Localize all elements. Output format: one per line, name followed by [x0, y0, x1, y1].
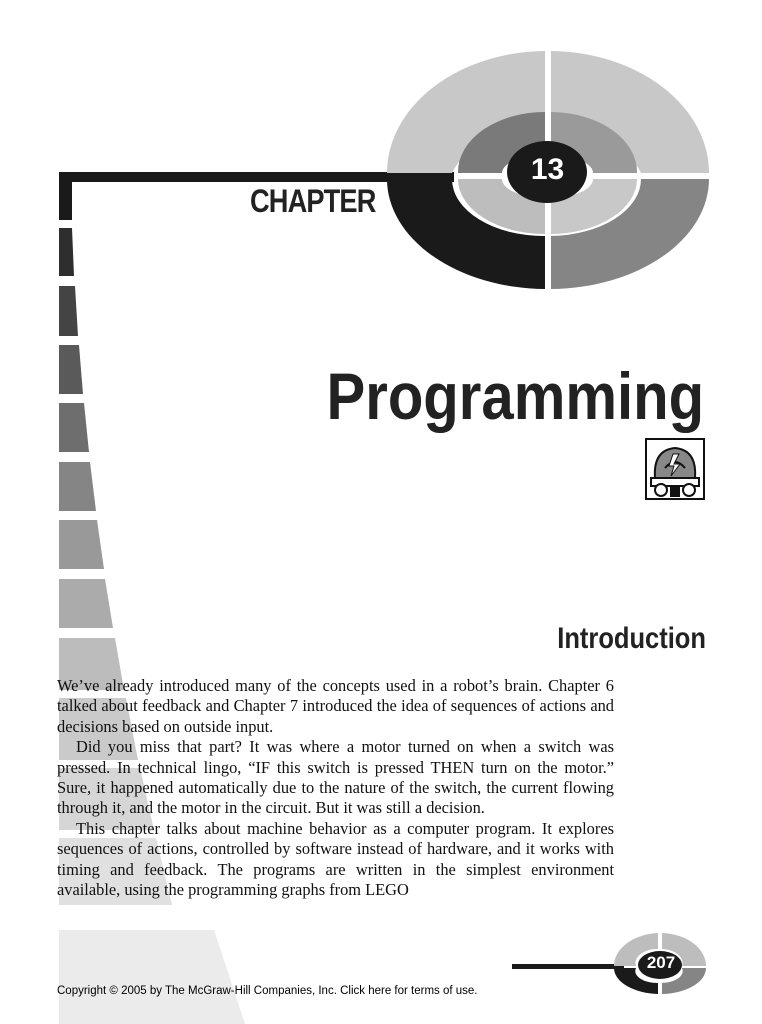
- page-number: 207: [646, 953, 676, 972]
- copyright-link[interactable]: Copyright © 2005 by The McGraw-Hill Companies, Inc. Click here for terms of use.: [57, 985, 478, 997]
- chapter-title: Programming: [326, 359, 704, 433]
- paragraph: We’ve already introduced many of the concepts used in a robot’s brain. Chapter 6 talked about feedback and Chapter 7 introduced the idea of sequences of actions and decisions based on outside input.: [57, 676, 614, 736]
- body-text: [57, 676, 614, 900]
- chapter-label: CHAPTER: [250, 183, 376, 219]
- chapter-number: 13: [530, 153, 565, 186]
- paragraph: This chapter talks about machine behavior as a computer program. It explores sequences of actions, controlled by software instead of hardware, and it works with timing and feedback. The programs are written in the simplest environment available, using the programming graphs from LEGO: [57, 818, 614, 900]
- section-heading: Introduction: [557, 622, 706, 655]
- robot-head-icon: [645, 438, 705, 500]
- paragraph: Did you miss that part? It was where a motor turned on when a switch was pressed. In technical lingo, “IF this switch is pressed THEN turn on the motor.” Sure, it happened automatically due to the nature of the switch, the current flowing through it, and the motor in the circuit. But it was still a decision.: [57, 737, 614, 818]
